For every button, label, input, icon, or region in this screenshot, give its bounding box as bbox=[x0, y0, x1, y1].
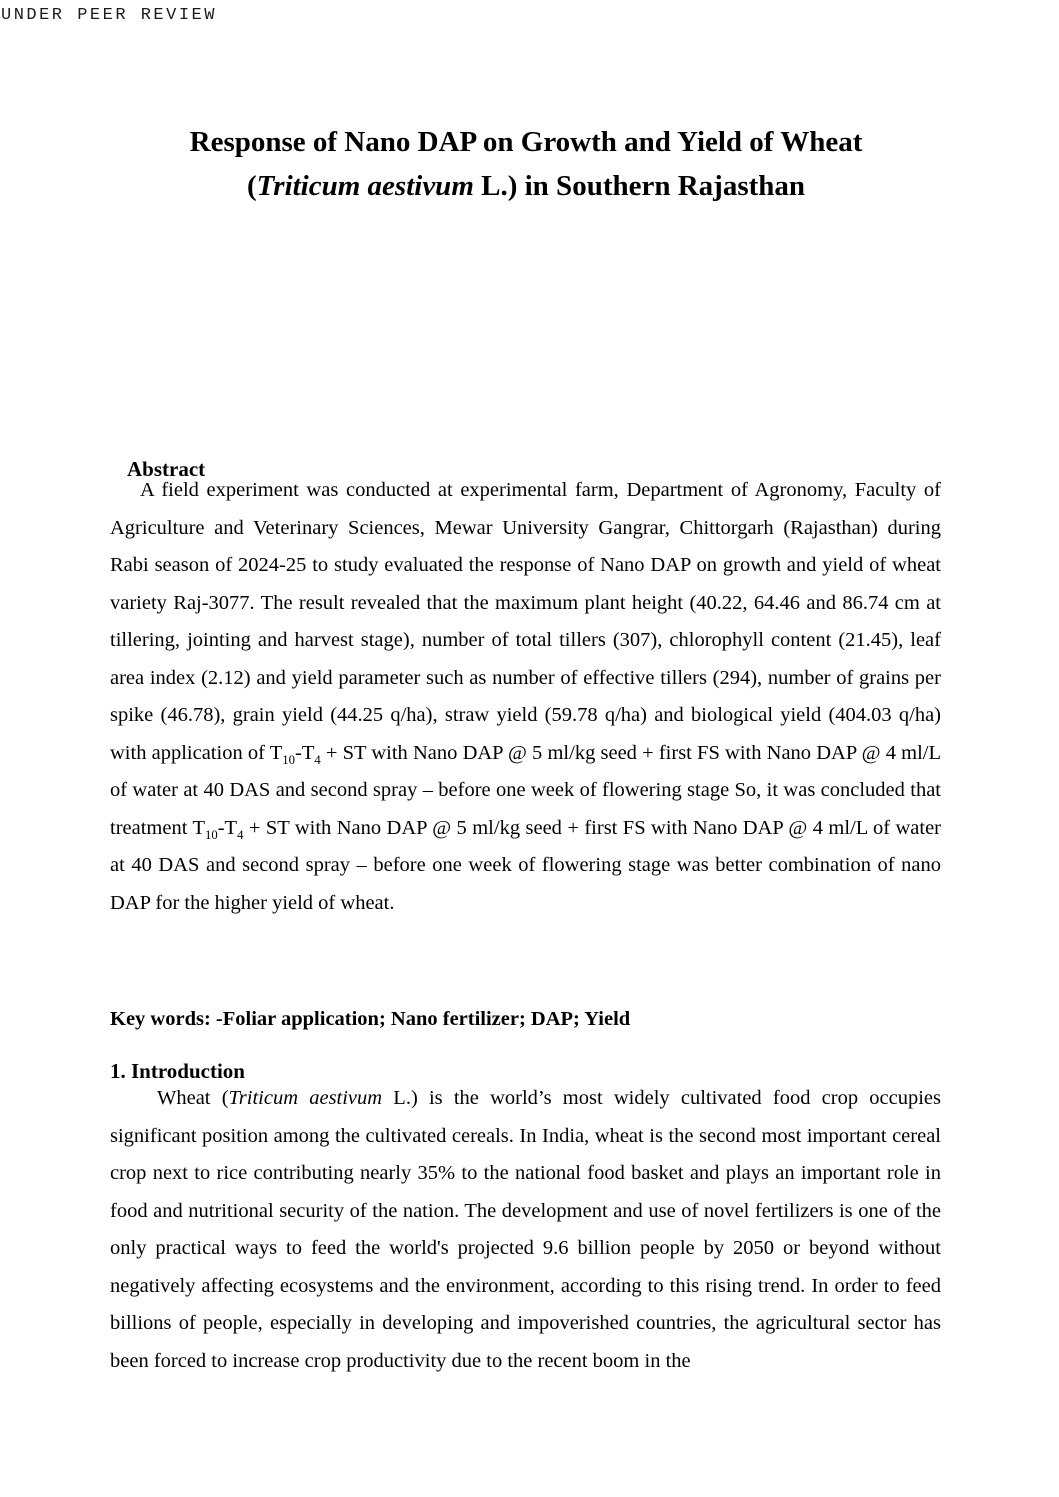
paper-title-line-1: Response of Nano DAP on Growth and Yield of Wheat bbox=[189, 126, 863, 158]
keywords-line: Key words: -Foliar application; Nano fertilizer; DAP; Yield bbox=[110, 1008, 631, 1030]
paper-title bbox=[110, 120, 942, 208]
peer-review-banner: UNDER PEER REVIEW bbox=[1, 6, 217, 25]
introduction-heading: 1. Introduction bbox=[110, 1059, 245, 1083]
paper-title-line-2: (Triticum aestivum L.) in Southern Rajasthan bbox=[246, 170, 806, 202]
introduction-paragraph: Wheat (Triticum aestivum L.) is the world’s most widely cultivated food crop occupies significant position among the cultivated cereals. In India, wheat is the second most important cereal crop next to rice contributing nearly 35% to the national food basket and plays an important role in food and nutritional security of the nation. The development and use of novel fertilizers is one of the only practical ways to feed the world's projected 9.6 billion people by 2050 or beyond without negatively affecting ecosystems and the environment, according to this rising trend. In order to feed billions of people, especially in developing and impoverished countries, the agricultural sector has been forced to increase crop productivity due to the recent boom in the bbox=[110, 1087, 942, 1372]
abstract-paragraph: A field experiment was conducted at experimental farm, Department of Agronomy, Faculty of Agriculture and Veterinary Sciences, Mewar University Gangrar, Chittorgarh (Rajasthan) during Rabi season of 2024-25 to study evaluated the response of Nano DAP on growth and yield of wheat variety Raj-3077. The result revealed that the maximum plant height (40.22, 64.46 and 86.74 cm at tillering, jointing and harvest stage), number of total tillers (307), chlorophyll content (21.45), leaf area index (2.12) and yield parameter such as number of effective tillers (294), number of grains per spike (46.78), grain yield (44.25 q/ha), straw yield (59.78 q/ha) and biological yield (404.03 q/ha) with application of $T_{10}-T_4$ + ST with Nano DAP @ 5 ml/kg seed + first FS with Nano DAP @ 4 ml/L of water at 40 DAS and second spray – before one week of flowering stage So, it was concluded that treatment $T_{10}-T_4$ + ST with Nano DAP @ 5 ml/kg seed + first FS with Nano DAP @ 4 ml/L of water at 40 DAS and second spray – before one week of flowering stage was better combination of nano DAP for the higher yield of wheat. bbox=[110, 479, 941, 914]
abstract-heading: Abstract bbox=[127, 457, 206, 481]
